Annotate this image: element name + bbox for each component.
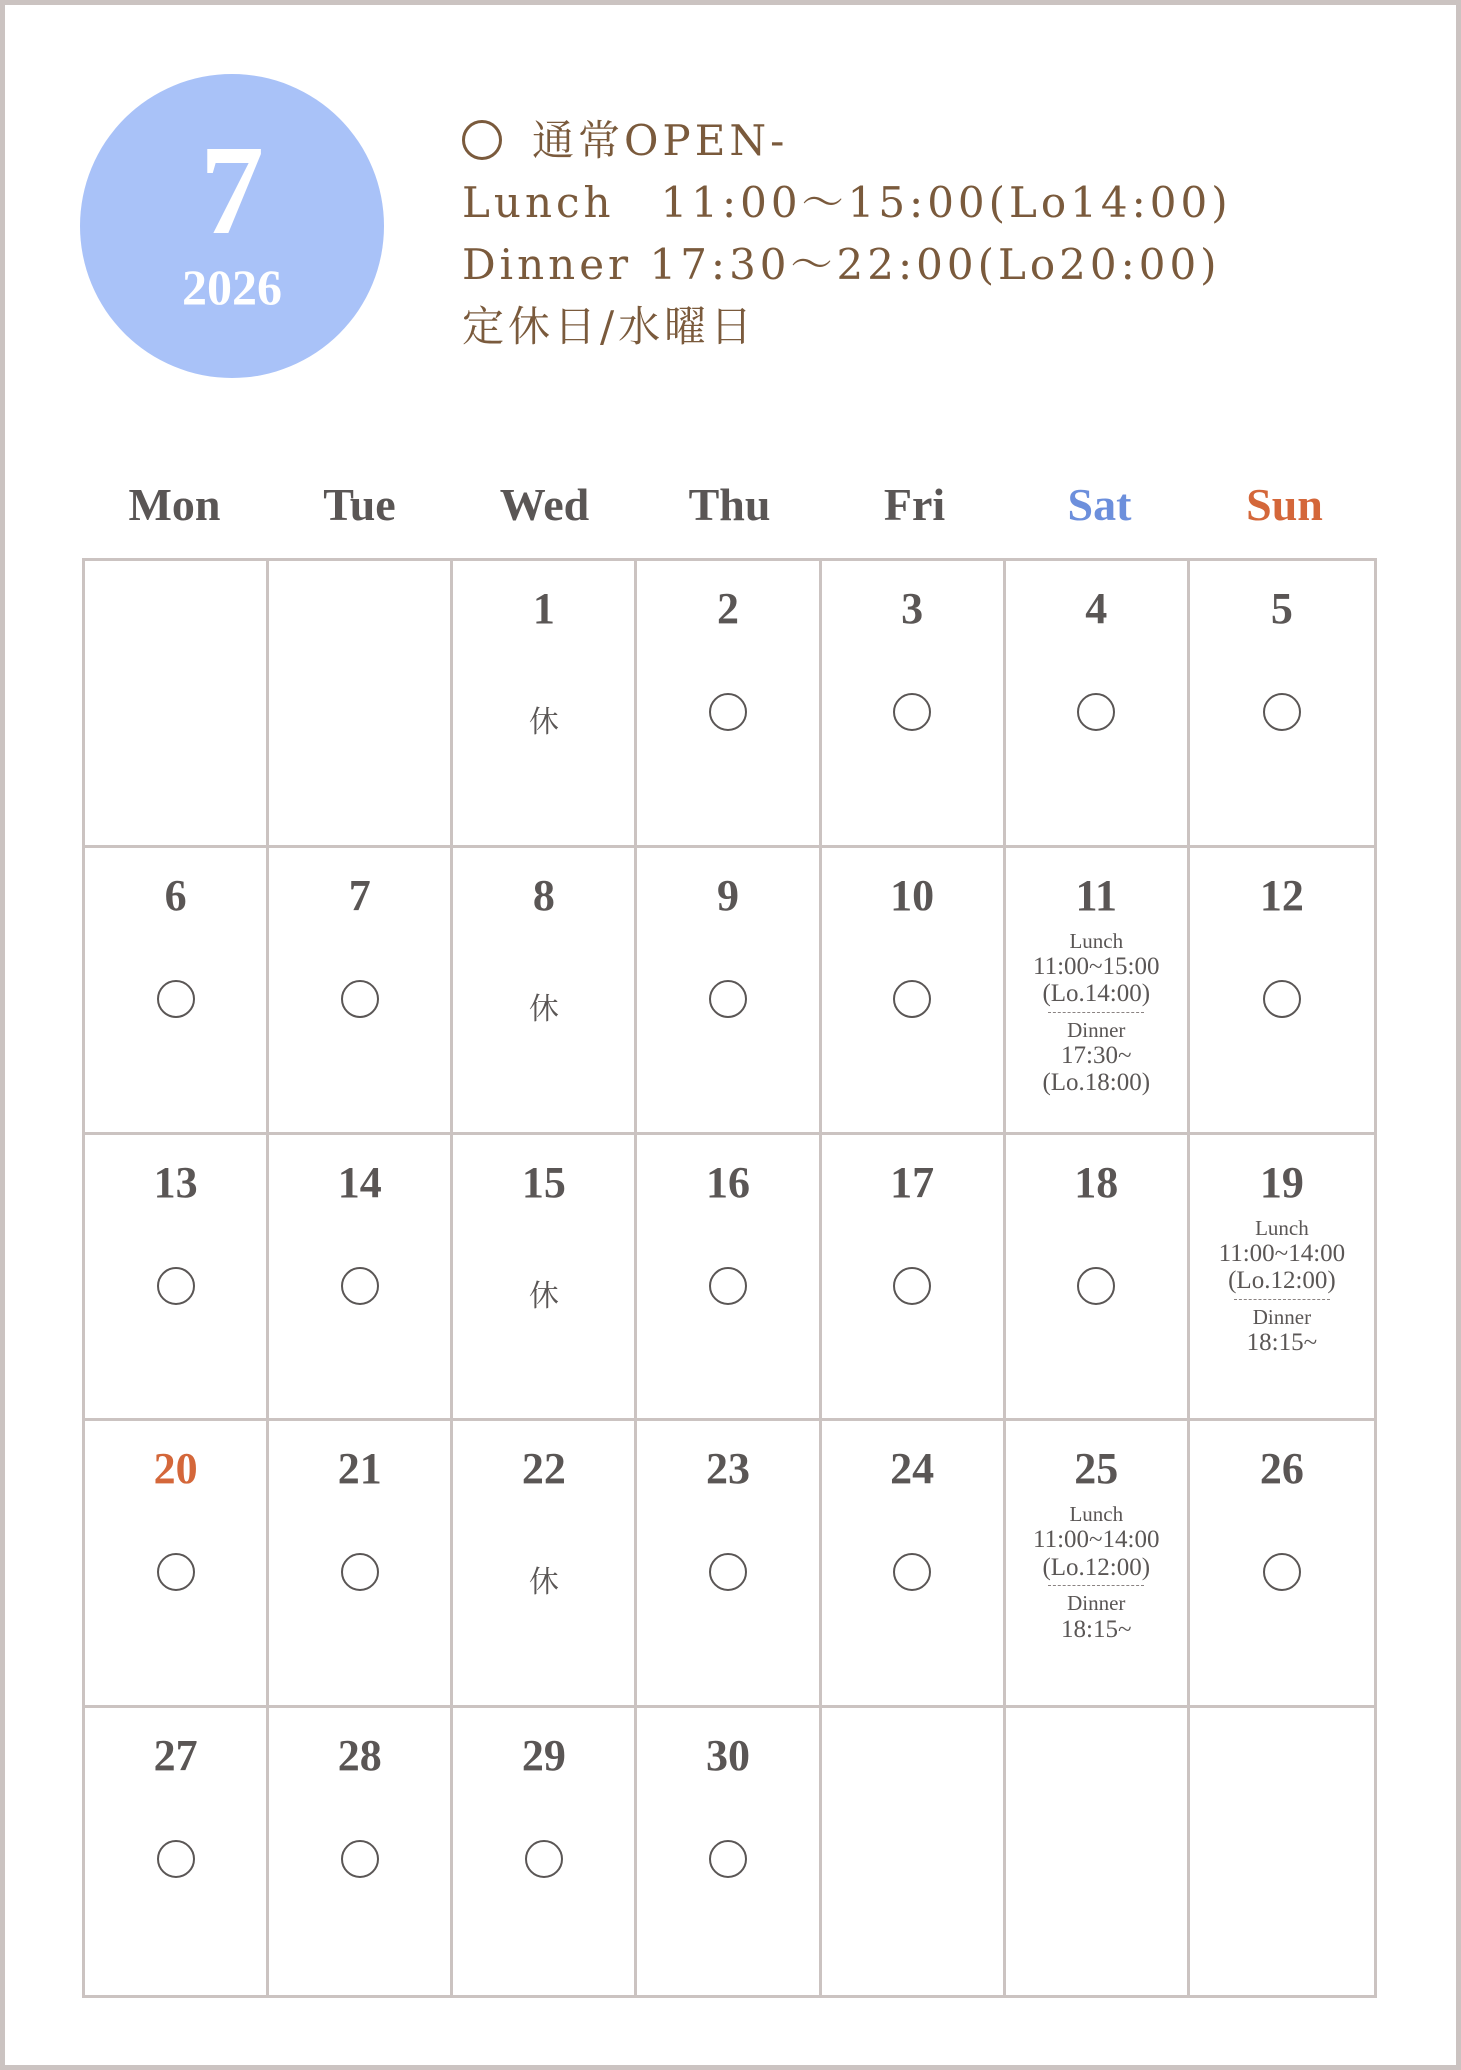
empty-day-cell: [269, 561, 453, 848]
day-number: 11: [1075, 870, 1118, 920]
day-cell: [1006, 1135, 1190, 1422]
day-cell: [85, 1708, 269, 1995]
closed-mark: 休: [528, 991, 559, 1027]
open-circle-icon: [893, 1267, 931, 1305]
weekday-wed: Wed: [499, 479, 590, 530]
special-hours: [1006, 930, 1187, 1097]
open-circle-icon: [157, 980, 195, 1018]
open-circle-icon: [462, 120, 502, 160]
day-cell: [269, 1135, 453, 1422]
open-circle-icon: [709, 1840, 747, 1878]
weekday-header: [82, 478, 1377, 538]
day-cell: [453, 848, 637, 1135]
day-cell: [269, 1708, 453, 1995]
open-circle-icon: [1263, 693, 1301, 731]
lunch-hours: Lunch 11:00〜15:00(Lo14:00): [462, 178, 1232, 227]
open-circle-icon: [341, 980, 379, 1018]
special-lunch-last-order: (Lo.12:00): [1228, 1267, 1336, 1295]
open-circle-icon: [341, 1840, 379, 1878]
month-number: 7: [200, 119, 264, 261]
open-circle-icon: [709, 980, 747, 1018]
day-cell: [822, 1421, 1006, 1708]
month-badge: [80, 74, 384, 378]
day-cell: [637, 1135, 821, 1422]
special-dinner-time: 17:30~: [1061, 1041, 1132, 1069]
open-circle-icon: [709, 1267, 747, 1305]
open-circle-icon: [525, 1840, 563, 1878]
day-number: 2: [716, 584, 739, 633]
day-number: 16: [705, 1157, 750, 1207]
open-circle-icon: [893, 1553, 931, 1591]
day-number: 5: [1270, 584, 1293, 633]
day-number: 18: [1074, 1157, 1119, 1207]
day-cell: [1190, 1135, 1374, 1422]
special-lunch-time: 11:00~14:00: [1218, 1239, 1346, 1267]
day-number: 29: [521, 1731, 566, 1781]
day-number: 9: [716, 870, 739, 920]
special-dinner-label: Dinner: [1067, 1017, 1126, 1042]
weekday-thu: Thu: [688, 479, 771, 530]
day-number: 3: [901, 584, 924, 633]
open-circle-icon: [341, 1267, 379, 1305]
special-dinner-label: Dinner: [1252, 1304, 1312, 1329]
day-cell: [269, 1421, 453, 1708]
day-number: 10: [890, 870, 935, 920]
open-circle-icon: [157, 1553, 195, 1591]
day-cell: [1006, 1421, 1190, 1708]
day-number: 30: [705, 1731, 750, 1781]
day-cell: [1006, 561, 1190, 848]
day-cell: [85, 1135, 269, 1422]
day-cell: [822, 848, 1006, 1135]
empty-day-cell: [822, 1708, 1006, 1995]
special-lunch-last-order: (Lo.12:00): [1042, 1553, 1151, 1581]
day-number: 7: [348, 870, 371, 920]
day-cell: [453, 561, 637, 848]
open-circle-icon: [341, 1553, 379, 1591]
special-lunch-label: Lunch: [1255, 1215, 1309, 1240]
open-circle-icon: [1263, 980, 1301, 1018]
dinner-hours: Dinner 17:30〜22:00(Lo20:00): [462, 240, 1221, 289]
day-cell: [637, 1421, 821, 1708]
special-lunch-last-order: (Lo.14:00): [1042, 980, 1151, 1008]
day-cell: [637, 561, 821, 848]
day-number: 14: [337, 1157, 382, 1207]
special-dinner-label: Dinner: [1067, 1591, 1126, 1616]
day-number: 23: [705, 1444, 750, 1494]
weekday-fri: Fri: [883, 479, 946, 530]
open-circle-icon: [893, 693, 931, 731]
weekday-tue: Tue: [323, 479, 396, 530]
day-cell: [453, 1421, 637, 1708]
open-circle-icon: [1077, 1267, 1115, 1305]
open-circle-icon: [893, 980, 931, 1018]
day-number: 4: [1085, 584, 1108, 633]
special-lunch-time: 11:00~15:00: [1033, 952, 1160, 980]
day-number: 21: [337, 1444, 382, 1494]
business-hours-info: [462, 110, 1232, 358]
empty-day-cell: [1006, 1708, 1190, 1995]
day-number: 13: [153, 1157, 198, 1207]
day-number: 17: [890, 1157, 935, 1207]
day-cell: [822, 1135, 1006, 1422]
day-number: 26: [1259, 1444, 1304, 1494]
special-dinner-time: 18:15~: [1061, 1615, 1132, 1643]
day-cell: [1190, 848, 1374, 1135]
month-year: 2026: [182, 259, 282, 315]
weekday-sun: Sun: [1246, 479, 1323, 530]
day-cell: [85, 1421, 269, 1708]
day-cell: [637, 848, 821, 1135]
day-cell: [453, 1135, 637, 1422]
day-cell: [637, 1708, 821, 1995]
closed-mark: 休: [528, 705, 559, 740]
empty-day-cell: [85, 561, 269, 848]
closed-mark: 休: [528, 1565, 559, 1601]
special-lunch-label: Lunch: [1069, 928, 1124, 953]
empty-day-cell: [1190, 1708, 1374, 1995]
open-circle-icon: [709, 1553, 747, 1591]
day-cell: [1190, 561, 1374, 848]
day-number: 1: [532, 584, 555, 633]
day-number: 28: [337, 1731, 382, 1781]
day-cell: [269, 848, 453, 1135]
weekday-sat: Sat: [1067, 479, 1132, 530]
special-dinner-time: 18:15~: [1246, 1328, 1318, 1356]
hours-divider: [1048, 1012, 1144, 1013]
day-number: 25: [1074, 1444, 1119, 1494]
day-number: 8: [532, 870, 555, 920]
day-cell: [822, 561, 1006, 848]
special-lunch-time: 11:00~14:00: [1033, 1526, 1160, 1554]
day-cell: [1190, 1421, 1374, 1708]
day-number: 22: [521, 1444, 566, 1494]
special-lunch-label: Lunch: [1069, 1502, 1124, 1527]
day-number: 27: [153, 1731, 198, 1781]
day-cell: [85, 848, 269, 1135]
day-cell: [1006, 848, 1190, 1135]
open-circle-icon: [1077, 693, 1115, 731]
open-circle-icon: [157, 1840, 195, 1878]
day-number: 15: [521, 1157, 566, 1207]
special-hours: [1006, 1503, 1187, 1643]
open-legend: [462, 110, 1232, 172]
calendar-grid: [82, 558, 1377, 1998]
regular-holiday: 定休日/水曜日: [462, 302, 757, 351]
day-cell: [453, 1708, 637, 1995]
day-number: 12: [1259, 870, 1304, 920]
hours-divider: [1048, 1585, 1144, 1586]
hours-divider: [1234, 1299, 1330, 1300]
weekday-mon: Mon: [128, 479, 221, 530]
special-hours: [1190, 1217, 1374, 1357]
day-number: 19: [1259, 1157, 1304, 1207]
open-legend-label: 通常OPEN-: [532, 116, 789, 165]
special-dinner-last-order: (Lo.18:00): [1042, 1069, 1151, 1097]
open-circle-icon: [1263, 1553, 1301, 1591]
day-number: 24: [890, 1444, 935, 1494]
day-number: 6: [164, 870, 187, 920]
day-number: 20: [153, 1444, 198, 1494]
closed-mark: 休: [528, 1278, 559, 1314]
open-circle-icon: [157, 1267, 195, 1305]
open-circle-icon: [709, 693, 747, 731]
